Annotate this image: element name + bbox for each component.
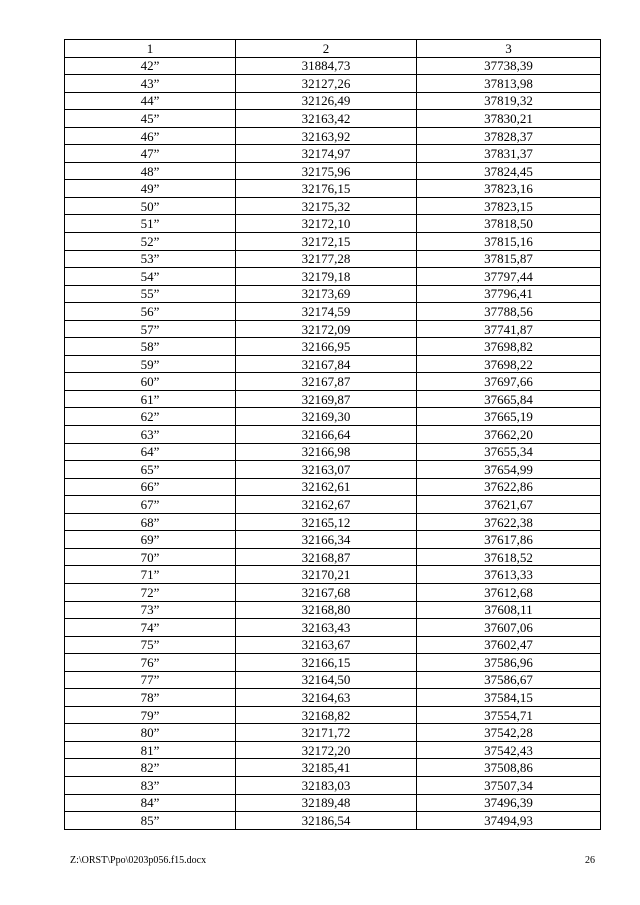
x-coordinate-cell: 32174,59 — [236, 303, 417, 321]
x-coordinate-cell: 32166,15 — [236, 654, 417, 672]
y-coordinate-cell: 37815,87 — [417, 250, 601, 268]
table-row — [65, 127, 601, 145]
x-coordinate-cell: 32168,87 — [236, 548, 417, 566]
y-coordinate-cell: 37607,06 — [417, 619, 601, 637]
x-coordinate-cell: 32185,41 — [236, 759, 417, 777]
x-coordinate-cell: 32166,34 — [236, 531, 417, 549]
x-coordinate-cell: 32163,43 — [236, 619, 417, 637]
table-row — [65, 162, 601, 180]
table-row — [65, 478, 601, 496]
table-row — [65, 706, 601, 724]
table-row — [65, 619, 601, 637]
x-coordinate-cell: 32171,72 — [236, 724, 417, 742]
y-coordinate-cell: 37507,34 — [417, 776, 601, 794]
table-row — [65, 812, 601, 830]
table-row — [65, 671, 601, 689]
y-coordinate-cell: 37613,33 — [417, 566, 601, 584]
table-row — [65, 215, 601, 233]
y-coordinate-cell: 37741,87 — [417, 320, 601, 338]
point-number-cell: 61” — [65, 390, 236, 408]
y-coordinate-cell: 37796,41 — [417, 285, 601, 303]
y-coordinate-cell: 37494,93 — [417, 812, 601, 830]
x-coordinate-cell: 32166,64 — [236, 426, 417, 444]
point-number-cell: 84” — [65, 794, 236, 812]
point-number-cell: 77” — [65, 671, 236, 689]
x-coordinate-cell: 32162,67 — [236, 496, 417, 514]
point-number-cell: 76” — [65, 654, 236, 672]
table-row — [65, 92, 601, 110]
table-row — [65, 548, 601, 566]
point-number-cell: 80” — [65, 724, 236, 742]
point-number-cell: 47” — [65, 145, 236, 163]
point-number-cell: 72” — [65, 583, 236, 601]
point-number-cell: 74” — [65, 619, 236, 637]
table-row — [65, 496, 601, 514]
point-number-cell: 75” — [65, 636, 236, 654]
point-number-cell: 65” — [65, 461, 236, 479]
point-number-cell: 68” — [65, 513, 236, 531]
table-row — [65, 794, 601, 812]
point-number-cell: 50” — [65, 197, 236, 215]
footer-page-number: 26 — [585, 855, 595, 866]
point-number-cell: 52” — [65, 233, 236, 251]
y-coordinate-cell: 37622,86 — [417, 478, 601, 496]
point-number-cell: 56” — [65, 303, 236, 321]
x-coordinate-cell: 32168,82 — [236, 706, 417, 724]
x-coordinate-cell: 32162,61 — [236, 478, 417, 496]
x-coordinate-cell: 32164,50 — [236, 671, 417, 689]
table-row — [65, 408, 601, 426]
point-number-cell: 45” — [65, 110, 236, 128]
y-coordinate-cell: 37831,37 — [417, 145, 601, 163]
x-coordinate-cell: 32183,03 — [236, 776, 417, 794]
table-row — [65, 724, 601, 742]
table-row — [65, 320, 601, 338]
x-coordinate-cell: 32164,63 — [236, 689, 417, 707]
y-coordinate-cell: 37697,66 — [417, 373, 601, 391]
point-number-cell: 51” — [65, 215, 236, 233]
point-number-cell: 42” — [65, 57, 236, 75]
point-number-cell: 81” — [65, 741, 236, 759]
table-row — [65, 689, 601, 707]
x-coordinate-cell: 32163,67 — [236, 636, 417, 654]
x-coordinate-cell: 32175,32 — [236, 197, 417, 215]
y-coordinate-cell: 37554,71 — [417, 706, 601, 724]
footer-file-path: Z:\ORST\Ppo\0203p056.f15.docx — [70, 855, 207, 866]
point-number-cell: 60” — [65, 373, 236, 391]
x-coordinate-cell: 32127,26 — [236, 75, 417, 93]
x-coordinate-cell: 32163,92 — [236, 127, 417, 145]
x-coordinate-cell: 32179,18 — [236, 268, 417, 286]
x-coordinate-cell: 32166,98 — [236, 443, 417, 461]
table-row — [65, 338, 601, 356]
y-coordinate-cell: 37665,19 — [417, 408, 601, 426]
x-coordinate-cell: 32169,30 — [236, 408, 417, 426]
y-coordinate-cell: 37586,67 — [417, 671, 601, 689]
point-number-cell: 73” — [65, 601, 236, 619]
y-coordinate-cell: 37819,32 — [417, 92, 601, 110]
x-coordinate-cell: 32172,09 — [236, 320, 417, 338]
point-number-cell: 64” — [65, 443, 236, 461]
table-header — [65, 40, 601, 58]
point-number-cell: 46” — [65, 127, 236, 145]
column-header-1: 1 — [65, 40, 236, 58]
y-coordinate-cell: 37617,86 — [417, 531, 601, 549]
table-row — [65, 759, 601, 777]
point-number-cell: 48” — [65, 162, 236, 180]
y-coordinate-cell: 37612,68 — [417, 583, 601, 601]
point-number-cell: 83” — [65, 776, 236, 794]
point-number-cell: 43” — [65, 75, 236, 93]
point-number-cell: 66” — [65, 478, 236, 496]
column-header-3: 3 — [417, 40, 601, 58]
y-coordinate-cell: 37824,45 — [417, 162, 601, 180]
x-coordinate-cell: 32172,10 — [236, 215, 417, 233]
y-coordinate-cell: 37738,39 — [417, 57, 601, 75]
table-row — [65, 566, 601, 584]
point-number-cell: 67” — [65, 496, 236, 514]
y-coordinate-cell: 37622,38 — [417, 513, 601, 531]
x-coordinate-cell: 32172,20 — [236, 741, 417, 759]
y-coordinate-cell: 37608,11 — [417, 601, 601, 619]
y-coordinate-cell: 37830,21 — [417, 110, 601, 128]
point-number-cell: 82” — [65, 759, 236, 777]
table-row — [65, 390, 601, 408]
y-coordinate-cell: 37542,43 — [417, 741, 601, 759]
table-row — [65, 145, 601, 163]
x-coordinate-cell: 32170,21 — [236, 566, 417, 584]
table-row — [65, 233, 601, 251]
x-coordinate-cell: 31884,73 — [236, 57, 417, 75]
y-coordinate-cell: 37823,15 — [417, 197, 601, 215]
table-row — [65, 197, 601, 215]
point-number-cell: 85” — [65, 812, 236, 830]
x-coordinate-cell: 32163,07 — [236, 461, 417, 479]
x-coordinate-cell: 32186,54 — [236, 812, 417, 830]
x-coordinate-cell: 32176,15 — [236, 180, 417, 198]
point-number-cell: 54” — [65, 268, 236, 286]
x-coordinate-cell: 32175,96 — [236, 162, 417, 180]
x-coordinate-cell: 32173,69 — [236, 285, 417, 303]
x-coordinate-cell: 32167,87 — [236, 373, 417, 391]
table-row — [65, 250, 601, 268]
table-row — [65, 443, 601, 461]
y-coordinate-cell: 37496,39 — [417, 794, 601, 812]
table-row — [65, 355, 601, 373]
table-row — [65, 654, 601, 672]
point-number-cell: 59” — [65, 355, 236, 373]
table-row — [65, 110, 601, 128]
point-number-cell: 53” — [65, 250, 236, 268]
y-coordinate-cell: 37621,67 — [417, 496, 601, 514]
x-coordinate-cell: 32177,28 — [236, 250, 417, 268]
y-coordinate-cell: 37698,22 — [417, 355, 601, 373]
table-row — [65, 636, 601, 654]
y-coordinate-cell: 37788,56 — [417, 303, 601, 321]
point-number-cell: 79” — [65, 706, 236, 724]
y-coordinate-cell: 37586,96 — [417, 654, 601, 672]
table-row — [65, 776, 601, 794]
y-coordinate-cell: 37797,44 — [417, 268, 601, 286]
x-coordinate-cell: 32189,48 — [236, 794, 417, 812]
x-coordinate-cell: 32166,95 — [236, 338, 417, 356]
y-coordinate-cell: 37618,52 — [417, 548, 601, 566]
table-row — [65, 268, 601, 286]
coordinates-table — [64, 39, 601, 830]
y-coordinate-cell: 37542,28 — [417, 724, 601, 742]
y-coordinate-cell: 37698,82 — [417, 338, 601, 356]
x-coordinate-cell: 32126,49 — [236, 92, 417, 110]
point-number-cell: 78” — [65, 689, 236, 707]
point-number-cell: 71” — [65, 566, 236, 584]
point-number-cell: 69” — [65, 531, 236, 549]
point-number-cell: 70” — [65, 548, 236, 566]
point-number-cell: 57” — [65, 320, 236, 338]
y-coordinate-cell: 37828,37 — [417, 127, 601, 145]
y-coordinate-cell: 37823,16 — [417, 180, 601, 198]
x-coordinate-cell: 32172,15 — [236, 233, 417, 251]
y-coordinate-cell: 37602,47 — [417, 636, 601, 654]
table-row — [65, 303, 601, 321]
point-number-cell: 58” — [65, 338, 236, 356]
y-coordinate-cell: 37655,34 — [417, 443, 601, 461]
y-coordinate-cell: 37508,86 — [417, 759, 601, 777]
table-row — [65, 75, 601, 93]
table-row — [65, 513, 601, 531]
table-row — [65, 57, 601, 75]
x-coordinate-cell: 32168,80 — [236, 601, 417, 619]
x-coordinate-cell: 32163,42 — [236, 110, 417, 128]
table-row — [65, 601, 601, 619]
table-row — [65, 461, 601, 479]
point-number-cell: 55” — [65, 285, 236, 303]
y-coordinate-cell: 37813,98 — [417, 75, 601, 93]
table-row — [65, 180, 601, 198]
y-coordinate-cell: 37665,84 — [417, 390, 601, 408]
table-row — [65, 583, 601, 601]
point-number-cell: 44” — [65, 92, 236, 110]
table-row — [65, 373, 601, 391]
point-number-cell: 49” — [65, 180, 236, 198]
table-header-row — [65, 40, 601, 58]
x-coordinate-cell: 32167,84 — [236, 355, 417, 373]
table-row — [65, 531, 601, 549]
y-coordinate-cell: 37584,15 — [417, 689, 601, 707]
y-coordinate-cell: 37815,16 — [417, 233, 601, 251]
y-coordinate-cell: 37818,50 — [417, 215, 601, 233]
point-number-cell: 63” — [65, 426, 236, 444]
table-body — [65, 57, 601, 829]
table-row — [65, 426, 601, 444]
y-coordinate-cell: 37654,99 — [417, 461, 601, 479]
column-header-2: 2 — [236, 40, 417, 58]
x-coordinate-cell: 32174,97 — [236, 145, 417, 163]
x-coordinate-cell: 32167,68 — [236, 583, 417, 601]
table-row — [65, 741, 601, 759]
table-row — [65, 285, 601, 303]
x-coordinate-cell: 32169,87 — [236, 390, 417, 408]
x-coordinate-cell: 32165,12 — [236, 513, 417, 531]
y-coordinate-cell: 37662,20 — [417, 426, 601, 444]
point-number-cell: 62” — [65, 408, 236, 426]
